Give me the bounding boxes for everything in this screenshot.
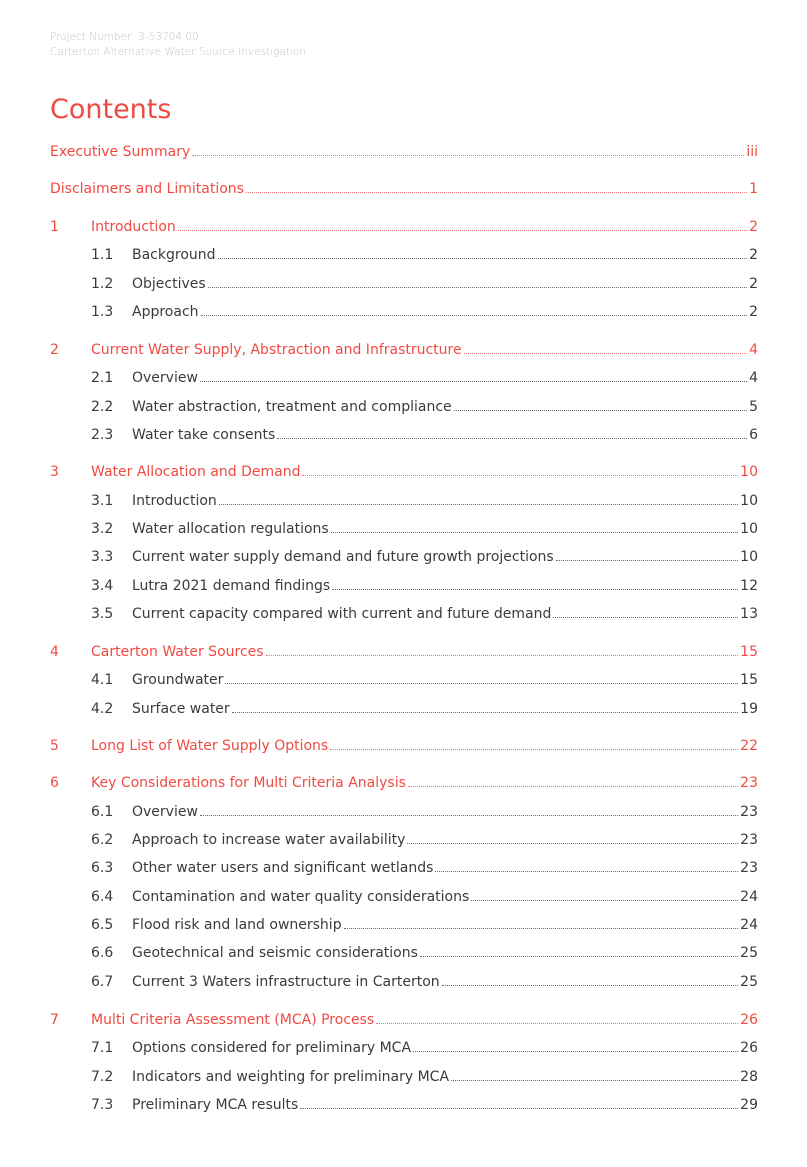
toc-entry-number: 7.3 [91, 1097, 114, 1113]
toc-entry-title: Indicators and weighting for preliminary MCA [132, 1069, 450, 1085]
toc-entry-title: Multi Criteria Assessment (MCA) Process [91, 1012, 375, 1028]
toc-entry-title: Surface water [132, 701, 230, 717]
toc-entry-title: Long List of Water Supply Options [91, 738, 329, 754]
toc-entry-page-number: 4 [749, 370, 758, 386]
toc-entry-title: Approach [132, 304, 199, 320]
toc-entry-title: Carterton Water Sources [91, 644, 264, 660]
dot-leader [408, 781, 738, 787]
toc-section-entry[interactable] [50, 340, 758, 360]
toc-subsection-entry[interactable] [50, 972, 758, 992]
toc-entry-page-number: 4 [749, 342, 758, 358]
toc-entry-page-number: 2 [749, 219, 758, 235]
toc-entry-page-number: 10 [740, 521, 758, 537]
toc-entry-title: Current capacity compared with current and future demand [132, 606, 552, 622]
project-number: Project Number: 3-53704.00 [50, 31, 199, 43]
toc-entry-number: 3 [50, 464, 59, 480]
toc-entry-title: Overview [132, 370, 198, 386]
toc-entry-page-number: 19 [740, 701, 758, 717]
toc-subsection-entry[interactable] [50, 915, 758, 935]
toc-entry-page-number: 12 [740, 578, 758, 594]
toc-section-entry[interactable] [50, 217, 758, 237]
toc-entry-number: 4 [50, 644, 59, 660]
toc-entry-page-number: 25 [740, 974, 758, 990]
toc-subsection-entry[interactable] [50, 491, 758, 511]
toc-entry-number: 6.1 [91, 804, 114, 820]
dot-leader [219, 499, 738, 505]
toc-entry-number: 3.3 [91, 549, 114, 565]
toc-entry-title: Water Allocation and Demand [91, 464, 301, 480]
toc-subsection-entry[interactable] [50, 1095, 758, 1115]
toc-entry-number: 3.2 [91, 521, 114, 537]
dot-leader [471, 895, 738, 901]
toc-entry-number: 3.5 [91, 606, 114, 622]
toc-entry-number: 6.4 [91, 889, 114, 905]
toc-entry-page-number: 29 [740, 1097, 758, 1113]
page-title: Contents [50, 94, 172, 125]
toc-entry-page-number: 26 [740, 1012, 758, 1028]
toc-subsection-entry[interactable] [50, 699, 758, 719]
toc-entry-page-number: iii [746, 144, 758, 160]
toc-entry-title: Objectives [132, 276, 206, 292]
dot-leader [407, 838, 738, 844]
toc-subsection-entry[interactable] [50, 519, 758, 539]
toc-entry-page-number: 6 [749, 427, 758, 443]
toc-entry-number: 6 [50, 775, 59, 791]
toc-entry-number: 1 [50, 219, 59, 235]
toc-subsection-entry[interactable] [50, 302, 758, 322]
toc-subsection-entry[interactable] [50, 943, 758, 963]
toc-entry-number: 7 [50, 1012, 59, 1028]
toc-entry-page-number: 10 [740, 464, 758, 480]
toc-entry-title: Geotechnical and seismic considerations [132, 945, 418, 961]
toc-entry-number: 6.3 [91, 860, 114, 876]
dot-leader [201, 310, 748, 316]
dot-leader [277, 433, 747, 439]
dot-leader [331, 527, 738, 533]
toc-entry-number: 3.1 [91, 493, 114, 509]
toc-entry-number: 1.1 [91, 247, 114, 263]
toc-section-entry[interactable] [50, 1010, 758, 1030]
toc-entry-title: Introduction [91, 219, 176, 235]
dot-leader [266, 650, 739, 656]
dot-leader [330, 744, 738, 750]
dot-leader [464, 348, 747, 354]
toc-entry-title: Groundwater [132, 672, 224, 688]
toc-entry-number: 6.6 [91, 945, 114, 961]
toc-entry-page-number: 23 [740, 775, 758, 791]
toc-subsection-entry[interactable] [50, 604, 758, 624]
toc-subsection-entry[interactable] [50, 397, 758, 417]
toc-section-entry[interactable] [50, 773, 758, 793]
toc-entry-page-number: 13 [740, 606, 758, 622]
project-name: Carterton Alternative Water Source Investigation [50, 46, 307, 58]
toc-subsection-entry[interactable] [50, 802, 758, 822]
toc-section-entry[interactable] [50, 736, 758, 756]
toc-section-entry[interactable] [50, 462, 758, 482]
toc-entry-page-number: 1 [749, 181, 758, 197]
toc-entry-page-number: 15 [740, 644, 758, 660]
table-of-contents [50, 0, 758, 1167]
dot-leader [246, 187, 747, 193]
toc-entry-page-number: 10 [740, 549, 758, 565]
toc-entry-number: 1.2 [91, 276, 114, 292]
toc-entry-title: Current 3 Waters infrastructure in Carterton [132, 974, 440, 990]
toc-entry-number: 6.7 [91, 974, 114, 990]
toc-entry-number: 2.3 [91, 427, 114, 443]
toc-entry-title: Preliminary MCA results [132, 1097, 299, 1113]
toc-entry-number: 3.4 [91, 578, 114, 594]
toc-entry-title: Flood risk and land ownership [132, 917, 342, 933]
toc-subsection-entry[interactable] [50, 887, 758, 907]
toc-entry-title: Overview [132, 804, 198, 820]
toc-subsection-entry[interactable] [50, 830, 758, 850]
toc-entry-title: Disclaimers and Limitations [50, 181, 244, 197]
toc-entry[interactable] [50, 179, 758, 199]
dot-leader [556, 555, 738, 561]
dot-leader [208, 282, 747, 288]
dot-leader [442, 980, 739, 986]
dot-leader [413, 1046, 738, 1052]
toc-subsection-entry[interactable] [50, 245, 758, 265]
dot-leader [344, 923, 739, 929]
toc-entry-title: Current Water Supply, Abstraction and Infrastructure [91, 342, 462, 358]
toc-entry-number: 4.2 [91, 701, 114, 717]
toc-entry-number: 4.1 [91, 672, 114, 688]
toc-entry-page-number: 10 [740, 493, 758, 509]
toc-subsection-entry[interactable] [50, 1038, 758, 1058]
dot-leader [435, 866, 738, 872]
toc-entry-page-number: 2 [749, 247, 758, 263]
toc-entry-page-number: 2 [749, 276, 758, 292]
dot-leader [192, 150, 744, 156]
toc-entry-title: Other water users and significant wetlands [132, 860, 434, 876]
toc-entry-number: 5 [50, 738, 59, 754]
toc-entry-page-number: 22 [740, 738, 758, 754]
toc-subsection-entry[interactable] [50, 1067, 758, 1087]
dot-leader [200, 376, 747, 382]
toc-entry-page-number: 23 [740, 832, 758, 848]
toc-entry-number: 1.3 [91, 304, 114, 320]
toc-entry-page-number: 24 [740, 889, 758, 905]
toc-entry-page-number: 23 [740, 860, 758, 876]
toc-entry-title: Lutra 2021 demand findings [132, 578, 331, 594]
toc-entry-number: 2.1 [91, 370, 114, 386]
toc-entry-title: Introduction [132, 493, 217, 509]
dot-leader [225, 678, 738, 684]
toc-entry-title: Contamination and water quality considerations [132, 889, 470, 905]
toc-entry-number: 6.2 [91, 832, 114, 848]
toc-entry-number: 2 [50, 342, 59, 358]
toc-entry-page-number: 28 [740, 1069, 758, 1085]
dot-leader [420, 951, 738, 957]
toc-subsection-entry[interactable] [50, 425, 758, 445]
toc-subsection-entry[interactable] [50, 547, 758, 567]
toc-entry[interactable] [50, 142, 758, 162]
toc-entry-number: 7.2 [91, 1069, 114, 1085]
toc-entry-title: Water allocation regulations [132, 521, 329, 537]
toc-entry-page-number: 25 [740, 945, 758, 961]
toc-entry-page-number: 15 [740, 672, 758, 688]
dot-leader [200, 810, 738, 816]
toc-entry-title: Current water supply demand and future growth projections [132, 549, 554, 565]
toc-entry-title: Background [132, 247, 216, 263]
toc-entry-title: Key Considerations for Multi Criteria Analysis [91, 775, 406, 791]
dot-leader [376, 1018, 738, 1024]
dot-leader [302, 470, 738, 476]
toc-entry-title: Approach to increase water availability [132, 832, 406, 848]
toc-entry-page-number: 23 [740, 804, 758, 820]
toc-entry-title: Options considered for preliminary MCA [132, 1040, 412, 1056]
dot-leader [300, 1103, 738, 1109]
toc-section-entry[interactable] [50, 642, 758, 662]
toc-subsection-entry[interactable] [50, 670, 758, 690]
toc-subsection-entry[interactable] [50, 858, 758, 878]
toc-entry-number: 6.5 [91, 917, 114, 933]
dot-leader [178, 225, 747, 231]
toc-entry-title: Water abstraction, treatment and compliance [132, 399, 452, 415]
dot-leader [218, 253, 748, 259]
dot-leader [454, 405, 747, 411]
toc-entry-page-number: 26 [740, 1040, 758, 1056]
toc-subsection-entry[interactable] [50, 274, 758, 294]
toc-entry-number: 7.1 [91, 1040, 114, 1056]
toc-entry-number: 2.2 [91, 399, 114, 415]
dot-leader [553, 612, 738, 618]
toc-entry-page-number: 5 [749, 399, 758, 415]
toc-subsection-entry[interactable] [50, 368, 758, 388]
toc-entry-page-number: 2 [749, 304, 758, 320]
toc-entry-page-number: 24 [740, 917, 758, 933]
dot-leader [451, 1075, 738, 1081]
toc-entry-title: Executive Summary [50, 144, 191, 160]
dot-leader [232, 707, 739, 713]
dot-leader [332, 584, 738, 590]
toc-entry-title: Water take consents [132, 427, 276, 443]
toc-subsection-entry[interactable] [50, 576, 758, 596]
